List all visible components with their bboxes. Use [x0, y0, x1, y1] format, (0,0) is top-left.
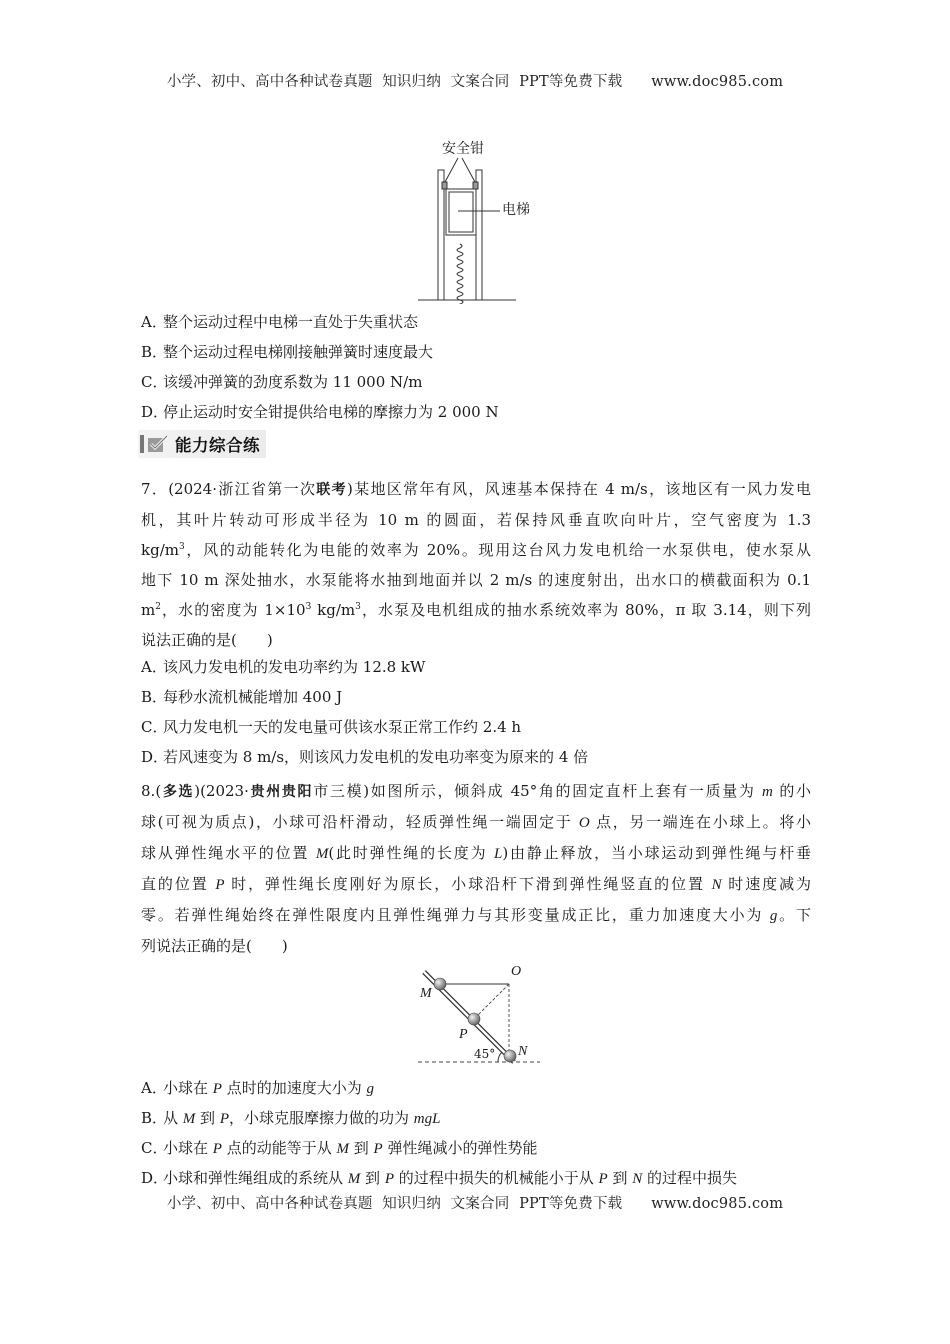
q7-option-d[interactable]: D．若风速变为 8 m/s，则该风力发电机的发电功率变为原来的 4 倍	[141, 748, 589, 766]
q8-stem	[141, 776, 811, 961]
q6-option-d[interactable]: D．停止运动时安全钳提供给电梯的摩擦力为 2 000 N	[141, 403, 499, 421]
q7-line-1: 7．(2024·浙江省第一次联考)某地区常年有风，风速基本保持在 4 m/s，该地区有一风力发电	[141, 480, 812, 498]
q8-line-3: 球从弹性绳水平的位置 M(此时弹性绳的长度为 L)由静止释放，当小球运动到弹性绳与杆垂	[141, 844, 811, 862]
footer-text: 小学、初中、高中各种试卷真题 知识归纳 文案合同 PPT等免费下载	[166, 1196, 623, 1212]
section-bar	[140, 435, 144, 453]
q7-stem	[141, 474, 811, 655]
header-text: 小学、初中、高中各种试卷真题 知识归纳 文案合同 PPT等免费下载	[166, 74, 623, 90]
q7-line-6: 说法正确的是( )	[141, 631, 273, 649]
q7-option-a[interactable]: A．该风力发电机的发电功率约为 12.8 kW	[141, 658, 426, 676]
q8-option-d[interactable]: D．小球和弹性绳组成的系统从 M 到 P 的过程中损失的机械能小于从 P 到 N 的过程中损失	[141, 1169, 738, 1187]
section-title: 能力综合练	[175, 436, 260, 455]
q7-line-5: $m^2$，水的密度为 $1\times 10^3$ $kg/m^3$，水泵及电机组成的抽水系统效率为 80%，π 取 3.14，则下列	[141, 601, 811, 619]
checkbox-check-icon	[147, 435, 169, 453]
label-N: N	[518, 1044, 528, 1059]
q8-line-6: 列说法正确的是( )	[141, 937, 288, 955]
q7-option-c[interactable]: C．风力发电机一天的发电量可供该水泵正常工作约 2.4 h	[141, 718, 522, 736]
q8-line-4: 直的位置 P 时，弹性绳长度刚好为原长，小球沿杆下滑到弹性绳竖直的位置 N 时速度减为	[141, 875, 811, 893]
q7-option-b[interactable]: B．每秒水流机械能增加 400 J	[141, 688, 343, 706]
q8-line-5: 零。若弹性绳始终在弹性限度内且弹性绳弹力与其形变量成正比，重力加速度大小为 g。下	[141, 906, 811, 924]
section-header	[138, 430, 266, 458]
q6-option-b[interactable]: B．整个运动过程电梯刚接触弹簧时速度最大	[141, 343, 434, 361]
q8-option-b[interactable]: B．从 M 到 P，小球克服摩擦力做的功为 mgL	[141, 1109, 441, 1127]
q8-line-2: 球(可视为质点)，小球可沿杆滑动，轻质弹性绳一端固定于 O 点，另一端连在小球上。将小	[141, 813, 811, 831]
q8-line-1: 8.(多选)(2023·贵州贵阳市三模)如图所示，倾斜成 45°角的固定直杆上套有一质量为 m 的小	[141, 782, 812, 800]
header-url: www.doc985.com	[651, 74, 784, 90]
label-M: M	[420, 986, 432, 1001]
label-P: P	[459, 1027, 468, 1042]
label-elevator: 电梯	[502, 202, 530, 218]
elevator-diagram-icon	[418, 136, 548, 304]
label-O: O	[511, 964, 522, 979]
page-header	[0, 70, 950, 91]
q6-option-a[interactable]: A．整个运动过程中电梯一直处于失重状态	[141, 313, 419, 331]
incline-rod-figure	[414, 960, 544, 1068]
q6-option-c[interactable]: C．该缓冲弹簧的劲度系数为 11 000 N/m	[141, 373, 423, 391]
page-footer	[0, 1192, 950, 1213]
label-safety-clamp: 安全钳	[442, 141, 484, 157]
q8-option-a[interactable]: A．小球在 P 点时的加速度大小为 g	[141, 1079, 374, 1097]
q8-option-c[interactable]: C．小球在 P 点的动能等于从 M 到 P 弹性绳减小的弹性势能	[141, 1139, 538, 1157]
footer-url: www.doc985.com	[651, 1196, 784, 1212]
elevator-figure	[418, 136, 548, 304]
q7-line-2: 机，其叶片转动可形成半径为 10 m 的圆面，若保持风垂直吹向叶片，空气密度为 1.3	[141, 511, 811, 529]
q7-line-3: $kg/m^3$，风的动能转化为电能的效率为 20%。现用这台风力发电机给一水泵供电，使水泵从	[141, 541, 811, 559]
q7-line-4: 地下 10 m 深处抽水，水泵能将水抽到地面并以 2 m/s 的速度射出，出水口的横截面积为 0.1	[141, 571, 811, 589]
label-angle: 45°	[474, 1047, 496, 1061]
